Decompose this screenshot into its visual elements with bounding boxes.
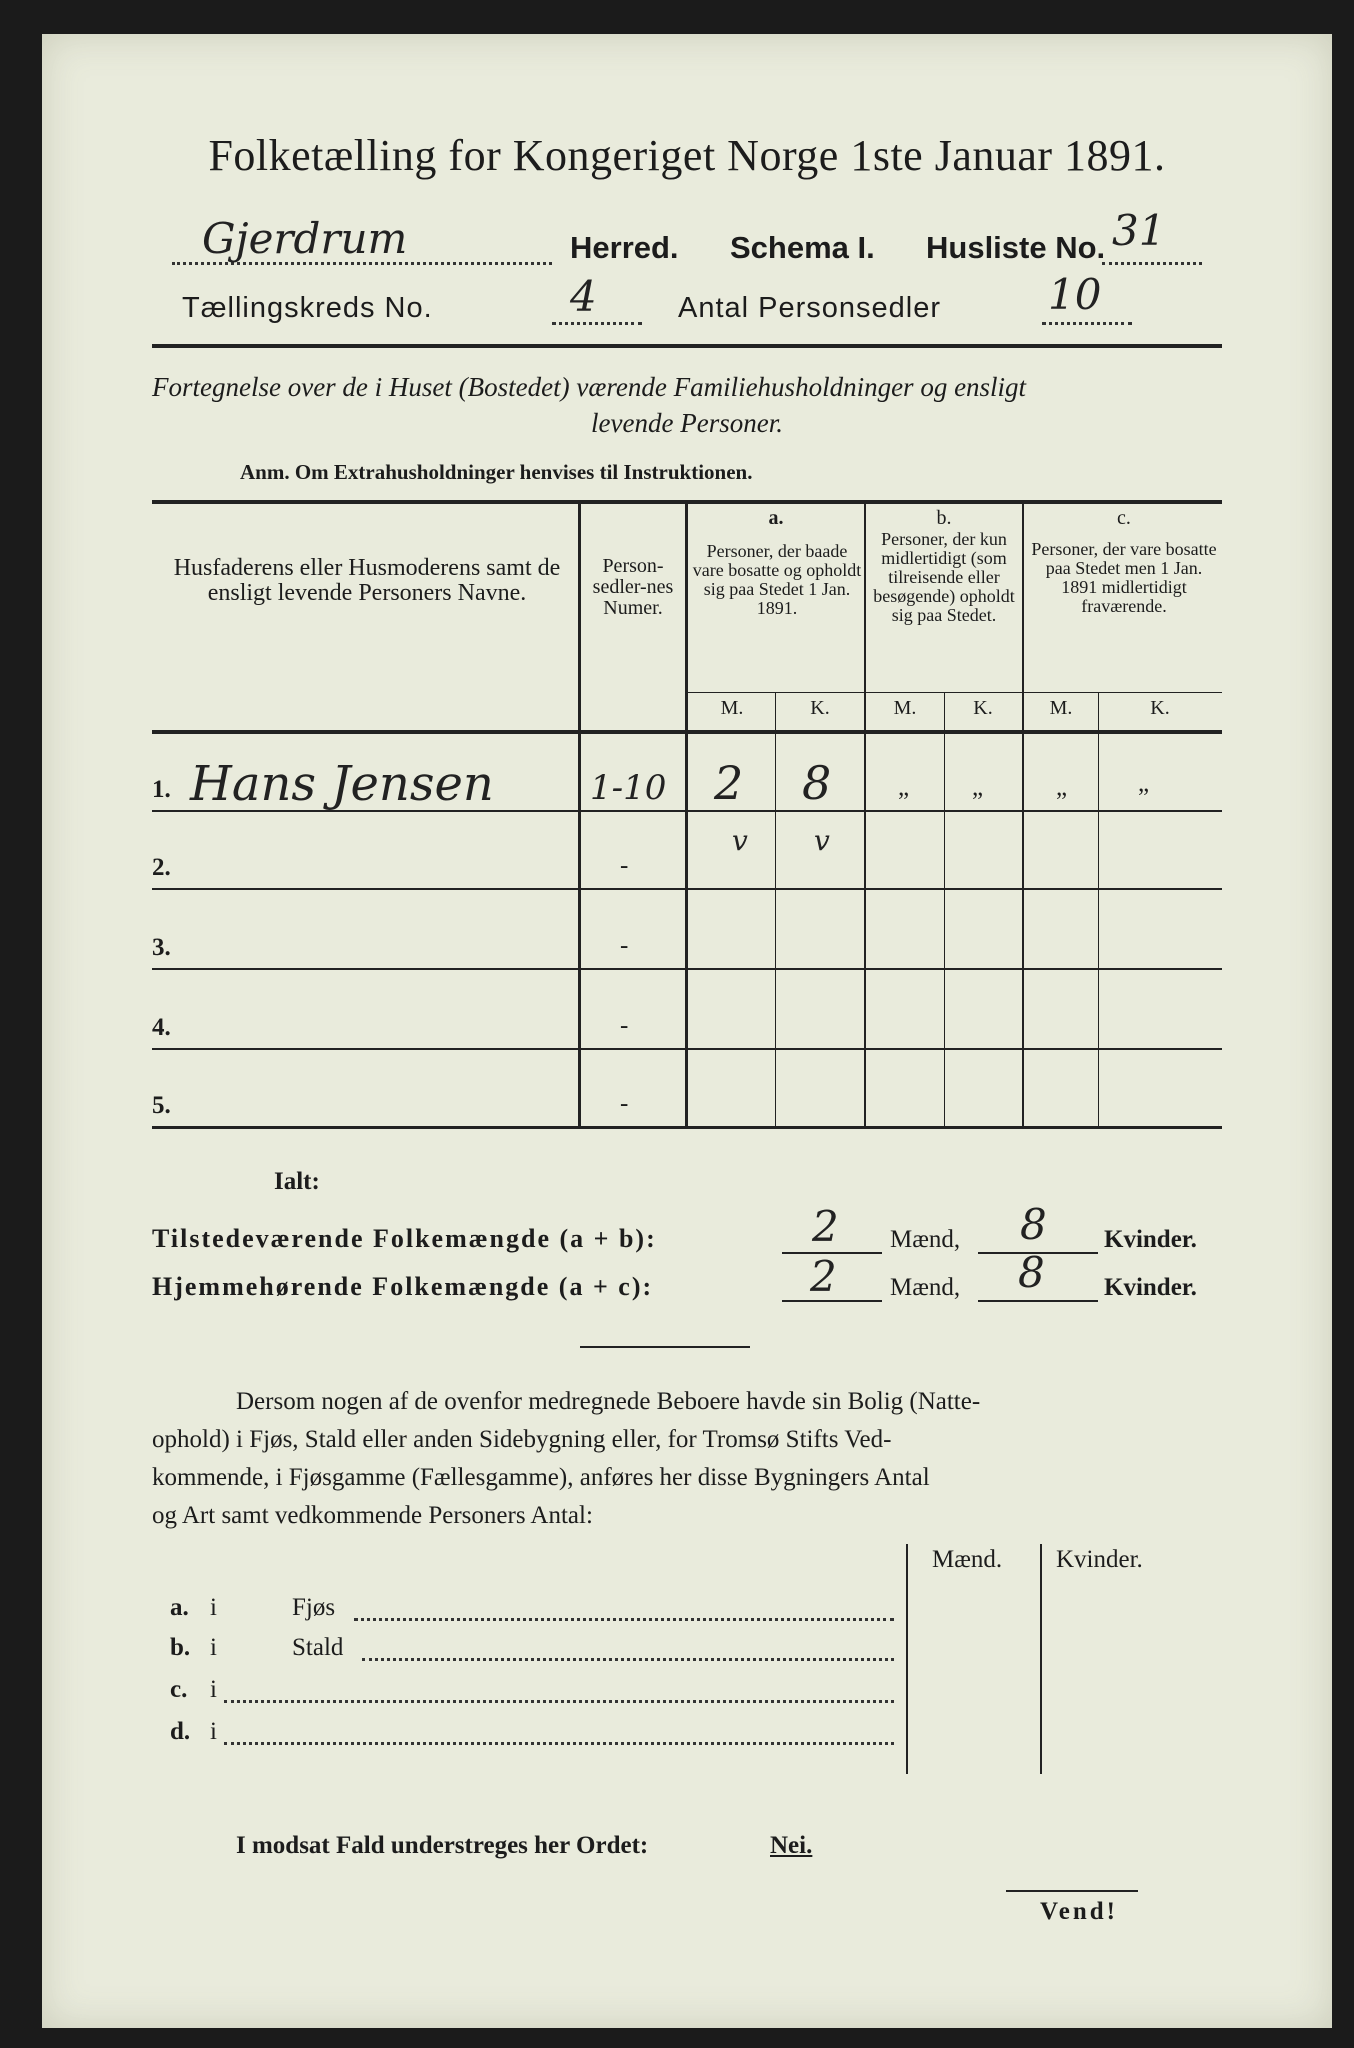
row-1-b-k: „ <box>972 774 984 801</box>
header-a-m: M. <box>720 697 744 719</box>
header-b-letter: b. <box>936 507 952 529</box>
outbuilding-d-letter: d. <box>170 1718 191 1745</box>
intro-line-1: Fortegnelse over de i Huset (Bostedet) værende Familiehusholdninger og ensligt <box>152 372 1027 402</box>
hjemme-kvinder-label: Kvinder. <box>1104 1274 1197 1301</box>
row-2-numer: - <box>620 852 629 879</box>
kreds-label: Tællingskreds No. <box>182 292 433 324</box>
outbuilding-d-dots <box>224 1742 894 1745</box>
husliste-value: 31 <box>1112 206 1166 255</box>
row-3-numer: - <box>620 932 629 959</box>
col-divider-b <box>864 504 866 1126</box>
vend-rule <box>1006 1890 1138 1892</box>
outbuilding-a-dots <box>354 1618 894 1621</box>
outbuilding-b-i: i <box>210 1634 217 1661</box>
tilstede-label: Tilstedeværende Folkemængde (a + b): <box>152 1224 657 1253</box>
header-names: Husfaderens eller Husmoderens samt de ensligt levende Personers Navne. <box>173 555 561 607</box>
header-c-m: M. <box>1049 697 1073 719</box>
header-c: Personer, der vare bosatte paa Stedet men 1 Jan. 1891 midlertidigt fraværende. <box>1031 539 1217 616</box>
outbuildings-col-maend: Mænd. <box>932 1546 1003 1573</box>
ialt-label: Ialt: <box>274 1168 320 1195</box>
row-3-line <box>152 968 1222 970</box>
tilstede-kvinder-label: Kvinder. <box>1104 1226 1197 1253</box>
outbuildings-para-4: og Art samt vedkommende Personers Antal: <box>152 1502 593 1529</box>
header-a-k: K. <box>810 697 830 719</box>
outbuilding-d-i: i <box>210 1718 217 1745</box>
col-divider-a-mk <box>775 692 776 1126</box>
row-4-number: 4. <box>152 1014 171 1041</box>
outbuilding-b-label: Stald <box>292 1634 344 1661</box>
row-1-numer: 1-10 <box>590 768 667 808</box>
vend-label: Vend! <box>1040 1898 1118 1925</box>
header-a-letter: a. <box>768 507 784 529</box>
outbuilding-a-label: Fjøs <box>292 1594 336 1621</box>
outbuildings-para-3: kommende, i Fjøsgamme (Fællesgamme), anføres her disse Bygningers Antal <box>152 1464 930 1491</box>
tilstede-maend-label: Mænd, <box>890 1226 961 1253</box>
header-b: Personer, der kun midlertidigt (som tilreisende eller besøgende) opholdt sig paa Stedet. <box>873 529 1015 625</box>
outbuildings-col-kvinder: Kvinder. <box>1056 1546 1143 1573</box>
husliste-dotted-line <box>1102 262 1202 265</box>
hjemme-label: Hjemmehørende Folkemængde (a + c): <box>152 1272 654 1301</box>
header-numer: Person-sedler-nes Numer. <box>592 555 674 619</box>
header-b-m: M. <box>893 697 917 719</box>
header-b-k: K. <box>973 697 993 719</box>
hjemme-kvinder-line <box>978 1300 1098 1302</box>
antal-dotted-line <box>1042 322 1132 325</box>
outbuilding-b-letter: b. <box>170 1634 191 1661</box>
row-1-name: Hans Jensen <box>190 756 494 812</box>
row-2-a-k: v <box>814 824 830 857</box>
row-2-a-m: v <box>732 824 748 857</box>
antal-value: 10 <box>1048 270 1102 319</box>
outbuilding-b-dots <box>362 1658 894 1661</box>
hjemme-kvinder-value: 8 <box>1018 1248 1045 1297</box>
header-c-letter: c. <box>1117 507 1131 529</box>
footer-nei: Nei. <box>770 1832 813 1859</box>
outbuilding-c-i: i <box>210 1676 217 1703</box>
row-1-c-k: „ <box>1138 770 1150 797</box>
col-divider-numer <box>578 504 581 1126</box>
outbuilding-a-i: i <box>210 1594 217 1621</box>
row-2-line <box>152 888 1222 890</box>
row-5-number: 5. <box>152 1092 171 1119</box>
schema-label: Schema I. <box>730 230 875 265</box>
anm-note: Anm. Om Extrahusholdninger henvises til Instruktionen. <box>240 460 753 484</box>
row-1-a-m: 2 <box>714 756 744 810</box>
col-divider-b-mk <box>944 692 945 1126</box>
outbuildings-divider-2 <box>1040 1544 1042 1774</box>
outbuilding-c-dots <box>224 1700 894 1703</box>
kreds-value: 4 <box>570 272 597 321</box>
mk-header-rule <box>688 692 1222 693</box>
herred-label: Herred. <box>570 230 679 265</box>
outbuildings-divider-1 <box>906 1544 908 1774</box>
intro-line-2: levende Personer. <box>591 408 783 438</box>
tilstede-kvinder-value: 8 <box>1020 1200 1047 1249</box>
footer-instruction: I modsat Fald understreges her Ordet: <box>236 1832 649 1859</box>
header-rule <box>152 344 1222 348</box>
col-divider-c-mk <box>1098 692 1099 1126</box>
outbuilding-c-letter: c. <box>170 1676 188 1703</box>
row-1-b-m: „ <box>898 774 910 801</box>
header-a: Personer, der baade vare bosatte og opholdt sig paa Stedet 1 Jan. 1891. <box>692 541 862 618</box>
census-form-page <box>42 34 1332 2028</box>
row-4-numer: - <box>620 1012 629 1039</box>
row-1-c-m: „ <box>1056 774 1068 801</box>
herred-value: Gjerdrum <box>202 214 408 263</box>
form-title: Folketælling for Kongeriget Norge 1ste Januar 1891. <box>208 131 1166 180</box>
hjemme-maend-value: 2 <box>810 1252 837 1301</box>
antal-label: Antal Personsedler <box>678 292 942 324</box>
col-divider-c <box>1022 504 1024 1126</box>
row-2-number: 2. <box>152 854 171 881</box>
header-c-k: K. <box>1150 697 1170 719</box>
table-bottom-rule <box>152 1126 1222 1129</box>
row-5-numer: - <box>620 1090 629 1117</box>
row-4-line <box>152 1048 1222 1050</box>
row-3-number: 3. <box>152 934 171 961</box>
hjemme-maend-label: Mænd, <box>890 1274 961 1301</box>
kreds-dotted-line <box>552 322 642 325</box>
outbuildings-para-1: Dersom nogen af de ovenfor medregnede Beboere havde sin Bolig (Natte- <box>236 1388 981 1415</box>
husliste-label: Husliste No. <box>926 230 1106 265</box>
outbuildings-para-2: ophold) i Fjøs, Stald eller anden Sidebygning eller, for Tromsø Stifts Ved- <box>152 1426 892 1453</box>
row-1-number: 1. <box>152 776 171 803</box>
outbuilding-a-letter: a. <box>170 1594 189 1621</box>
col-divider-a <box>685 504 688 1126</box>
row-1-a-k: 8 <box>802 756 832 810</box>
section-divider <box>580 1346 750 1348</box>
tilstede-maend-value: 2 <box>812 1202 839 1251</box>
